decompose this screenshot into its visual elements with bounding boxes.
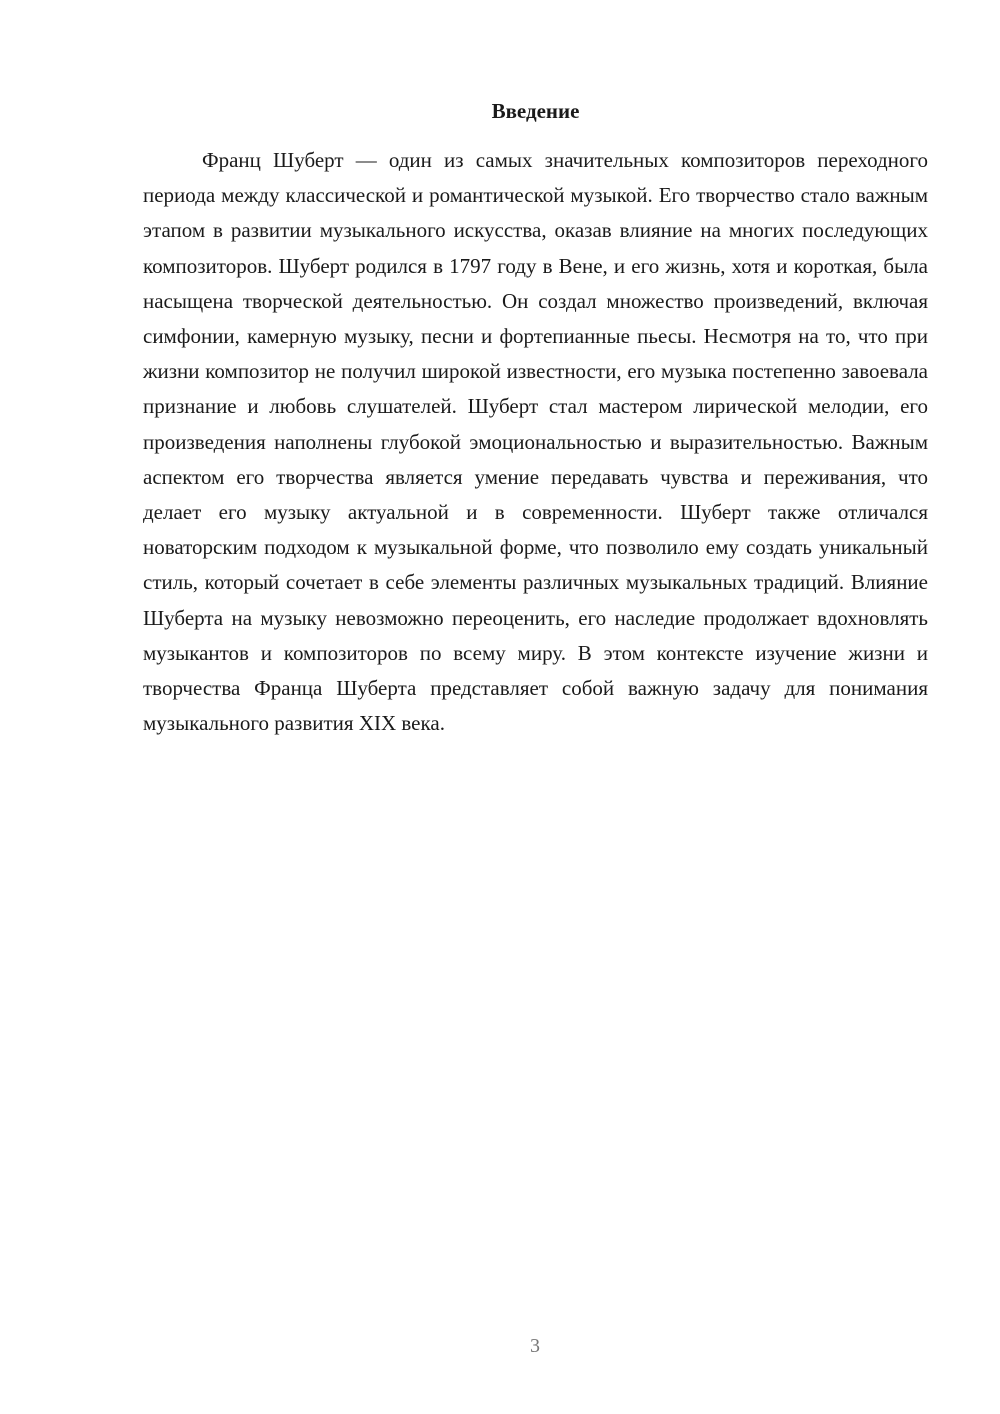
section-heading: Введение	[491, 99, 580, 123]
intro-paragraph: Франц Шуберт — один из самых значительных композиторов переходного периода между классической и романтической музыкой. Его творчество стало важным этапом в развитии музыкального искусства, оказав влияние на многих последующих композиторов. Шуберт родился в 1797 году в Вене, и его жизнь, хотя и короткая, была насыщена творческой деятельностью. Он создал множество произведений, включая симфонии, камерную музыку, песни и фортепианные пьесы. Несмотря на то, что при жизни композитор не получил широкой известности, его музыка постепенно завоевала признание и любовь слушателей. Шуберт стал мастером лирической мелодии, его произведения наполнены глубокой эмоциональностью и выразительностью. Важным аспектом его творчества является умение передавать чувства и переживания, что делает его музыку актуальной и в современности. Шуберт также отличался новаторским подходом к музыкальной форме, что позволило ему создать уникальный стиль, который сочетает в себе элементы различных музыкальных традиций. Влияние Шуберта на музыку невозможно переоценить, его наследие продолжает вдохновлять музыкантов и композиторов по всему миру. В этом контексте изучение жизни и творчества Франца Шуберта представляет собой важную задачу для понимания музыкального развития XIX века.	[143, 148, 928, 736]
page-number: 3	[530, 1335, 540, 1357]
